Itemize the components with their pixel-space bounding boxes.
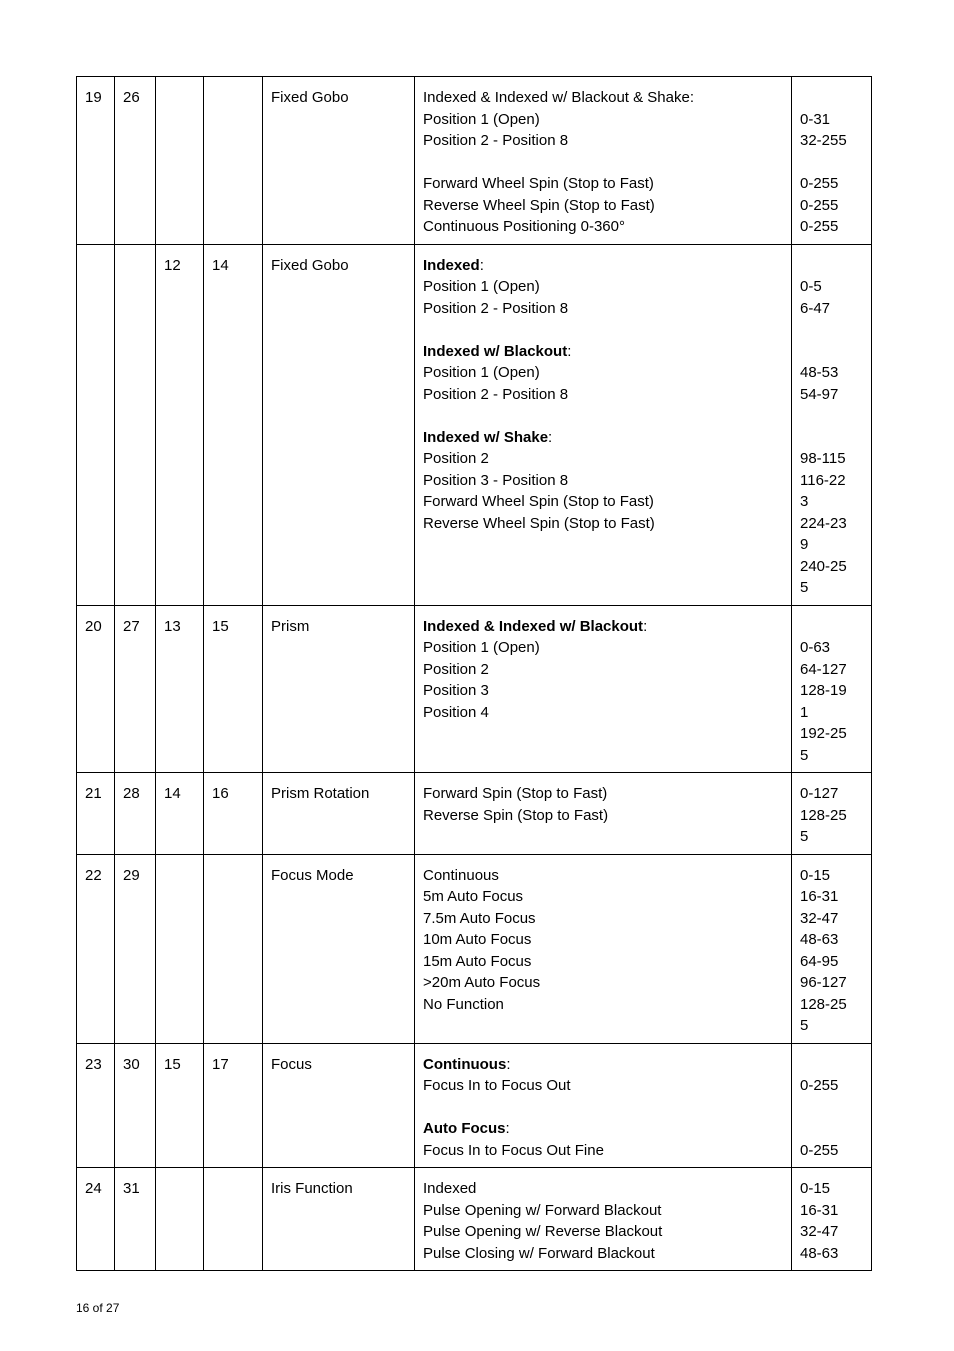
channel-mode-a-cell: 22	[77, 854, 115, 1043]
dmx-value-line: 5	[800, 746, 809, 764]
function-line: Indexed	[423, 1180, 477, 1197]
function-line: Continuous:	[423, 1055, 511, 1073]
function-description-cell	[415, 773, 792, 855]
function-line: Pulse Opening w/ Reverse Blackout	[423, 1223, 663, 1240]
table-row	[77, 77, 872, 245]
dmx-value-cell	[792, 854, 872, 1043]
function-line: Reverse Wheel Spin (Stop to Fast)	[423, 514, 655, 532]
dmx-value-line	[800, 1054, 863, 1076]
function-line	[423, 405, 783, 427]
channel-mode-b-cell: 29	[115, 854, 156, 1043]
channel-mode-b-cell: 28	[115, 773, 156, 855]
channel-mode-b-cell: 31	[115, 1168, 156, 1271]
function-line: Position 3	[423, 682, 489, 699]
parameter-name-cell: Focus	[263, 1043, 415, 1168]
dmx-value-line: 98-115	[800, 450, 846, 467]
function-line: Forward Wheel Spin (Stop to Fast)	[423, 175, 654, 192]
function-line: Indexed:	[423, 256, 484, 274]
dmx-value-line: 3	[800, 493, 809, 510]
channel-mode-c-cell: 12	[156, 244, 204, 605]
function-description-cell	[415, 77, 792, 245]
channel-mode-b-cell: 30	[115, 1043, 156, 1168]
dmx-value-line: 1	[800, 703, 809, 721]
dmx-value-line: 64-127	[800, 660, 847, 678]
dmx-value-line: 5	[800, 1017, 809, 1034]
function-description-cell	[415, 854, 792, 1043]
channel-mode-c-cell	[156, 77, 204, 245]
channel-mode-a-cell: 23	[77, 1043, 115, 1168]
dmx-value-line: 0-127	[800, 785, 839, 802]
function-heading: Continuous	[423, 1055, 507, 1073]
channel-mode-a-cell	[77, 244, 115, 605]
function-line: Position 2	[423, 660, 489, 678]
channel-mode-a-cell: 21	[77, 773, 115, 855]
function-line: Reverse Spin (Stop to Fast)	[423, 806, 609, 824]
dmx-value-line: 48-63	[800, 1244, 839, 1262]
dmx-value-line: 32-255	[800, 132, 847, 149]
function-description-cell	[415, 244, 792, 605]
function-description-cell	[415, 1168, 792, 1271]
dmx-value-line	[800, 152, 863, 174]
channel-mode-c-cell: 15	[156, 1043, 204, 1168]
function-line: 5m Auto Focus	[423, 888, 524, 905]
channel-mode-b-cell	[115, 244, 156, 605]
function-line: 7.5m Auto Focus	[423, 909, 536, 927]
function-heading: Indexed	[423, 256, 480, 274]
table-body	[77, 77, 872, 1271]
function-line: 15m Auto Focus	[423, 952, 532, 970]
function-description-cell	[415, 1043, 792, 1168]
dmx-value-line: 5	[800, 828, 809, 845]
function-line: Forward Wheel Spin (Stop to Fast)	[423, 493, 654, 510]
table-row	[77, 773, 872, 855]
dmx-value-line	[800, 1118, 863, 1140]
dmx-value-line: 16-31	[800, 1201, 839, 1219]
dmx-value-line: 32-47	[800, 1223, 839, 1240]
dmx-value-line: 0-5	[800, 278, 822, 295]
dmx-value-cell	[792, 1043, 872, 1168]
channel-mode-c-cell	[156, 1168, 204, 1271]
function-line: Continuous	[423, 866, 499, 884]
function-line	[423, 152, 783, 174]
channel-mode-b-cell: 26	[115, 77, 156, 245]
dmx-value-cell	[792, 1168, 872, 1271]
table-row	[77, 1168, 872, 1271]
function-line	[423, 319, 783, 341]
dmx-value-line: 0-255	[800, 196, 839, 214]
function-heading: Indexed w/ Blackout	[423, 342, 568, 360]
dmx-value-line: 128-19	[800, 682, 847, 699]
channel-mode-c-cell: 14	[156, 773, 204, 855]
dmx-value-line: 16-31	[800, 888, 839, 905]
function-line: Position 2 - Position 8	[423, 299, 569, 317]
dmx-value-cell	[792, 77, 872, 245]
dmx-value-line: 0-31	[800, 110, 831, 128]
dmx-value-line	[800, 427, 863, 449]
function-line: Position 2 - Position 8	[423, 132, 569, 149]
dmx-value-line	[800, 319, 863, 341]
dmx-value-line	[800, 341, 863, 363]
channel-mode-d-cell	[204, 854, 263, 1043]
dmx-value-line: 240-25	[800, 557, 847, 575]
table-row	[77, 605, 872, 773]
page-number: 16 of 27	[76, 1301, 120, 1315]
function-line: 10m Auto Focus	[423, 931, 532, 948]
dmx-value-line: 0-255	[800, 218, 839, 235]
dmx-channel-table	[76, 76, 872, 1271]
function-description-cell	[415, 605, 792, 773]
channel-mode-d-cell: 14	[204, 244, 263, 605]
parameter-name-cell: Iris Function	[263, 1168, 415, 1271]
channel-mode-d-cell: 17	[204, 1043, 263, 1168]
dmx-value-line	[800, 1097, 863, 1119]
function-line: Pulse Closing w/ Forward Blackout	[423, 1244, 655, 1262]
dmx-value-line: 0-255	[800, 1077, 839, 1094]
function-line	[423, 1097, 783, 1119]
channel-mode-d-cell: 15	[204, 605, 263, 773]
channel-mode-d-cell	[204, 1168, 263, 1271]
dmx-value-line	[800, 405, 863, 427]
parameter-name-cell: Prism	[263, 605, 415, 773]
function-line: Position 4	[423, 703, 489, 721]
function-line: Position 3 - Position 8	[423, 471, 569, 489]
dmx-value-line	[800, 87, 863, 109]
table-row	[77, 1043, 872, 1168]
channel-mode-a-cell: 24	[77, 1168, 115, 1271]
channel-mode-d-cell	[204, 77, 263, 245]
channel-mode-b-cell: 27	[115, 605, 156, 773]
function-line: No Function	[423, 995, 504, 1013]
table-row	[77, 244, 872, 605]
parameter-name-cell: Fixed Gobo	[263, 77, 415, 245]
dmx-value-line: 96-127	[800, 974, 847, 991]
dmx-value-line: 9	[800, 536, 809, 553]
dmx-value-line	[800, 616, 863, 638]
dmx-value-line: 5	[800, 579, 809, 596]
function-line: Indexed w/ Blackout:	[423, 342, 572, 360]
dmx-value-line: 48-53	[800, 364, 839, 381]
function-line: Position 1 (Open)	[423, 278, 540, 295]
dmx-value-line: 48-63	[800, 931, 839, 948]
channel-mode-c-cell	[156, 854, 204, 1043]
dmx-value-line	[800, 255, 863, 277]
dmx-value-line: 64-95	[800, 952, 839, 970]
function-line: Position 1 (Open)	[423, 364, 540, 381]
function-line: Position 1 (Open)	[423, 639, 540, 656]
table-row	[77, 854, 872, 1043]
dmx-value-line: 0-15	[800, 1180, 831, 1197]
dmx-value-line: 6-47	[800, 299, 831, 317]
channel-mode-a-cell: 20	[77, 605, 115, 773]
function-line: Indexed & Indexed w/ Blackout:	[423, 617, 648, 635]
channel-mode-c-cell: 13	[156, 605, 204, 773]
channel-mode-d-cell: 16	[204, 773, 263, 855]
function-line: Position 1 (Open)	[423, 110, 540, 128]
function-line: Auto Focus:	[423, 1120, 510, 1137]
function-line: Position 2 - Position 8	[423, 385, 569, 403]
dmx-value-line: 54-97	[800, 385, 839, 403]
dmx-value-line: 32-47	[800, 909, 839, 927]
function-line: Indexed w/ Shake:	[423, 428, 553, 446]
function-line: Focus In to Focus Out Fine	[423, 1141, 604, 1159]
function-line: Reverse Wheel Spin (Stop to Fast)	[423, 196, 655, 214]
dmx-value-line: 192-25	[800, 725, 847, 742]
dmx-value-cell	[792, 773, 872, 855]
dmx-value-cell	[792, 605, 872, 773]
dmx-value-line: 0-63	[800, 639, 831, 656]
dmx-value-line: 0-255	[800, 175, 839, 192]
dmx-value-line: 0-15	[800, 866, 831, 884]
function-line: Continuous Positioning 0-360°	[423, 218, 625, 235]
dmx-value-line: 224-23	[800, 514, 847, 532]
dmx-value-cell	[792, 244, 872, 605]
function-heading: Indexed & Indexed w/ Blackout	[423, 617, 644, 635]
parameter-name-cell: Focus Mode	[263, 854, 415, 1043]
function-line: >20m Auto Focus	[423, 974, 541, 991]
function-line: Forward Spin (Stop to Fast)	[423, 785, 608, 802]
dmx-value-line: 116-22	[800, 471, 846, 489]
function-line: Position 2	[423, 450, 489, 467]
dmx-value-line: 0-255	[800, 1141, 839, 1159]
parameter-name-cell: Fixed Gobo	[263, 244, 415, 605]
dmx-value-line: 128-25	[800, 995, 847, 1013]
function-line: Indexed & Indexed w/ Blackout & Shake:	[423, 89, 695, 106]
function-line: Pulse Opening w/ Forward Blackout	[423, 1201, 662, 1219]
function-line: Focus In to Focus Out	[423, 1077, 571, 1094]
parameter-name-cell: Prism Rotation	[263, 773, 415, 855]
function-heading: Auto Focus	[423, 1120, 506, 1137]
function-heading: Indexed w/ Shake	[423, 428, 549, 446]
channel-mode-a-cell: 19	[77, 77, 115, 245]
dmx-value-line: 128-25	[800, 806, 847, 824]
